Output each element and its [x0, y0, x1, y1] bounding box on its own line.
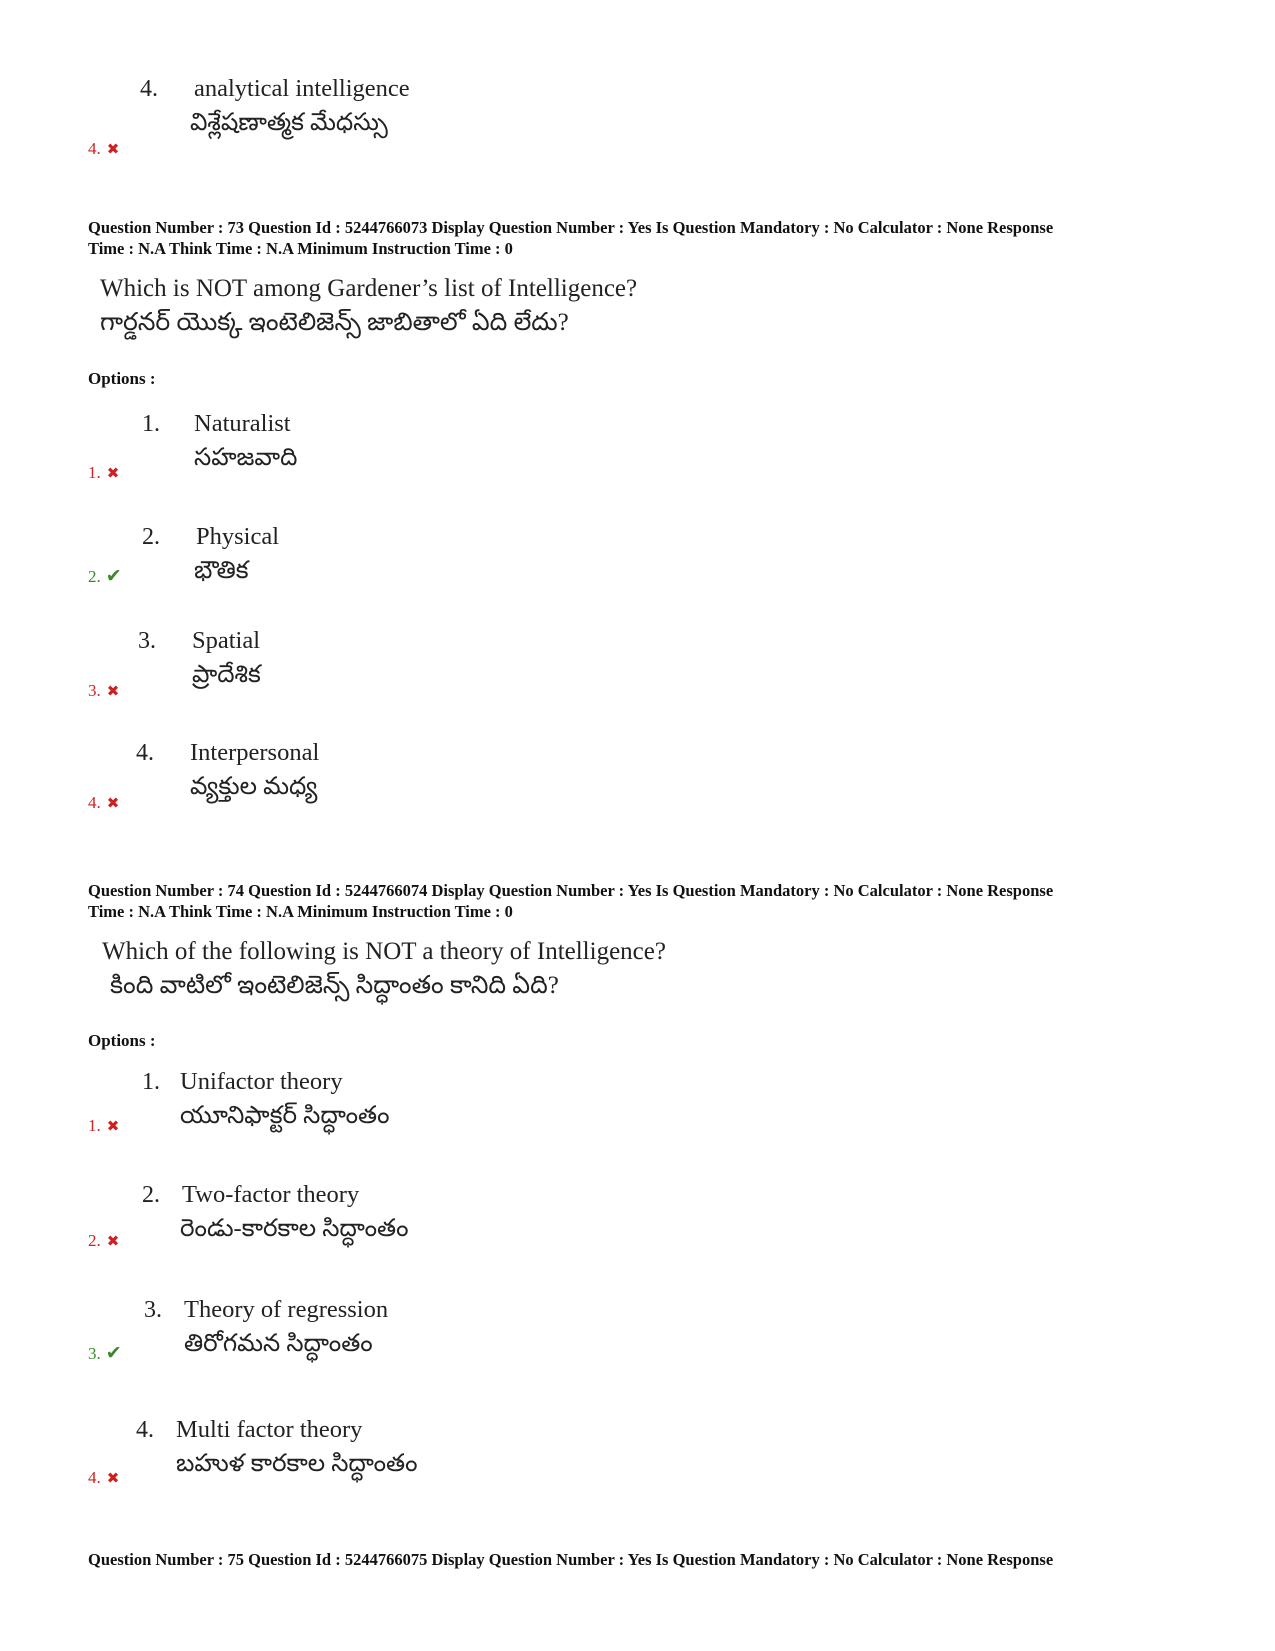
cross-icon: ✖	[106, 1471, 120, 1487]
option-text-te: బహుళ కారకాల సిద్ధాంతం	[176, 1450, 418, 1477]
option-text-en: Theory of regression	[184, 1296, 389, 1323]
question-meta-line: Question Number : 73 Question Id : 5244766073 Display Question Number : Yes Is Question Mandatory : No Calculator : None Response	[88, 218, 1054, 237]
check-icon: ✔	[105, 566, 122, 587]
question-meta	[88, 1549, 1198, 1570]
option-marker-number: 4.	[88, 139, 101, 158]
option-result-marker	[88, 1231, 119, 1251]
question-meta-line: Time : N.A Think Time : N.A Minimum Instruction Time : 0	[88, 239, 513, 258]
option-number: 2.	[142, 524, 160, 550]
option-result-marker	[88, 1468, 119, 1488]
option-result-marker	[88, 681, 119, 701]
option-text-te: తిరోగమన సిద్ధాంతం	[184, 1330, 373, 1357]
option-text-te: ప్రాదేశిక	[192, 661, 261, 688]
option-number: 4.	[136, 1417, 154, 1443]
option-marker-number: 3.	[88, 681, 101, 700]
cross-icon: ✖	[106, 1119, 120, 1135]
options-label: Options :	[88, 1031, 156, 1050]
option-result-marker	[88, 793, 119, 813]
option-number: 3.	[144, 1297, 162, 1323]
cross-icon: ✖	[106, 796, 120, 812]
option-number: 1.	[142, 1069, 160, 1095]
option-result-marker	[88, 1342, 122, 1365]
option-text-en: Naturalist	[194, 410, 291, 437]
cross-icon: ✖	[106, 142, 120, 158]
question-meta-line: Time : N.A Think Time : N.A Minimum Instruction Time : 0	[88, 902, 513, 921]
option-number: 1.	[142, 411, 160, 437]
option-result-marker	[88, 139, 119, 159]
option-marker-number: 1.	[88, 1116, 101, 1135]
question-text-en: Which of the following is NOT a theory of Intelligence?	[102, 938, 666, 965]
option-text-te: వ్యక్తుల మధ్య	[190, 773, 318, 800]
option-number: 4.	[136, 740, 154, 766]
question-meta-line: Question Number : 75 Question Id : 5244766075 Display Question Number : Yes Is Question Mandatory : No Calculator : None Response	[88, 1550, 1054, 1569]
question-meta-line: Question Number : 74 Question Id : 5244766074 Display Question Number : Yes Is Question Mandatory : No Calculator : None Response	[88, 881, 1054, 900]
option-text-en: Spatial	[192, 627, 261, 654]
option-number: 4.	[140, 76, 158, 102]
option-result-marker	[88, 565, 122, 588]
option-marker-number: 2.	[88, 567, 101, 586]
option-text-te: సహజవాది	[194, 444, 298, 471]
option-marker-number: 1.	[88, 463, 101, 482]
option-text-en: analytical intelligence	[194, 75, 410, 102]
question-text-te: కింది వాటిలో ఇంటెలిజెన్స్ సిద్ధాంతం కానిది ఏది?	[110, 972, 559, 999]
option-text-en: Interpersonal	[190, 739, 320, 766]
option-text-te: విశ్లేషణాత్మక మేధస్సు	[190, 109, 388, 136]
cross-icon: ✖	[106, 684, 120, 700]
option-text-te: భౌతిక	[194, 557, 249, 584]
options-label: Options :	[88, 369, 156, 388]
option-text-en: Physical	[196, 523, 280, 550]
option-marker-number: 2.	[88, 1231, 101, 1250]
option-text-en: Two-factor theory	[182, 1181, 360, 1208]
check-icon: ✔	[105, 1343, 122, 1364]
question-meta	[88, 880, 1198, 922]
option-text-en: Multi factor theory	[176, 1416, 363, 1443]
option-result-marker	[88, 1116, 119, 1136]
option-marker-number: 4.	[88, 793, 101, 812]
option-number: 3.	[138, 628, 156, 654]
question-text-en: Which is NOT among Gardener’s list of Intelligence?	[100, 275, 638, 302]
option-text-te: యూనిఫాక్టర్ సిద్ధాంతం	[180, 1102, 390, 1129]
option-marker-number: 3.	[88, 1344, 101, 1363]
cross-icon: ✖	[106, 1234, 120, 1250]
option-text-en: Unifactor theory	[180, 1068, 343, 1095]
question-text-te: గార్డనర్ యొక్క ఇంటెలిజెన్స్ జాబితాలో ఏది లేదు?	[100, 309, 569, 336]
option-result-marker	[88, 463, 119, 483]
option-number: 2.	[142, 1182, 160, 1208]
cross-icon: ✖	[106, 466, 120, 482]
question-meta	[88, 217, 1198, 259]
option-text-te: రెండు-కారకాల సిద్ధాంతం	[180, 1215, 409, 1242]
option-marker-number: 4.	[88, 1468, 101, 1487]
